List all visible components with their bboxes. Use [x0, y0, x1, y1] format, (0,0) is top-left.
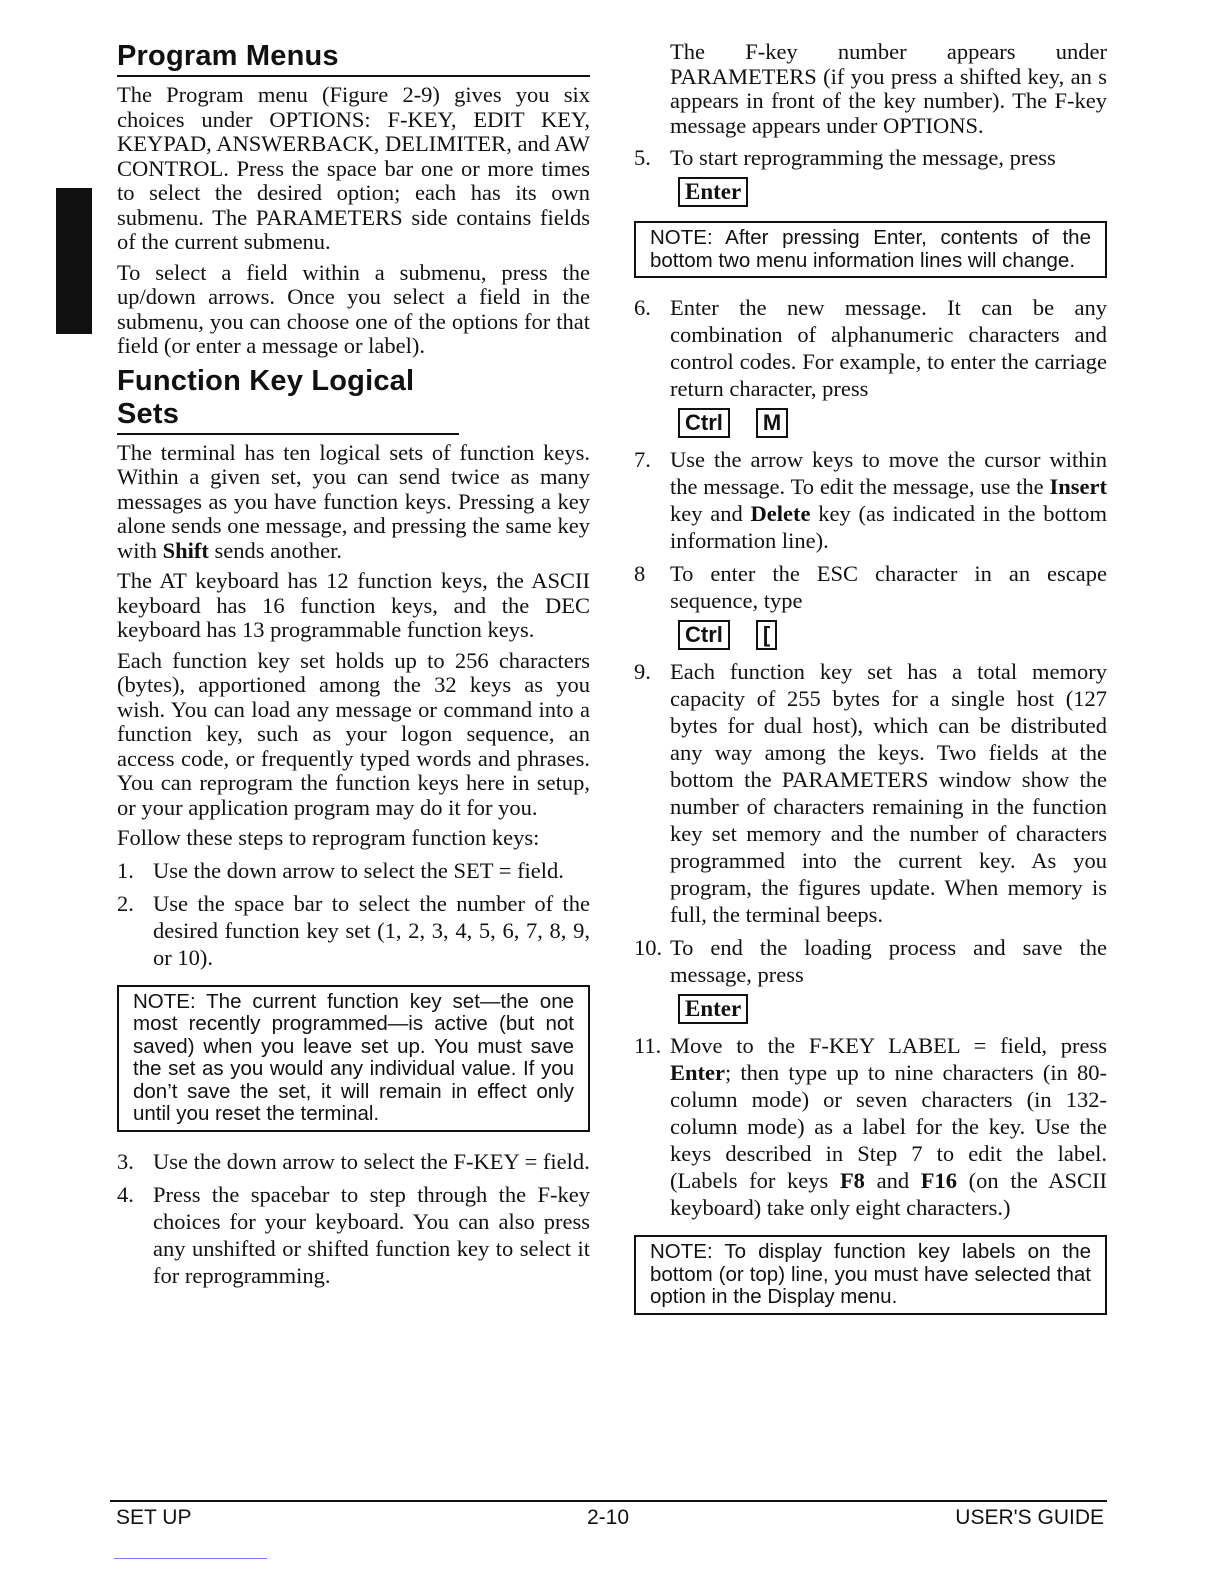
- keys-step-6: [678, 408, 1107, 438]
- ctrl-key-icon: Ctrl: [678, 620, 730, 650]
- bold-enter: Enter: [670, 1060, 725, 1085]
- enter-key-icon: Enter: [678, 994, 748, 1024]
- bold-insert: Insert: [1049, 474, 1107, 499]
- step-number: 1.: [117, 857, 134, 883]
- text-segment: Move to the F-KEY LABEL = field, press: [670, 1033, 1107, 1058]
- right-column: [634, 40, 1107, 1331]
- step-text: To end the loading process and save the message, press: [670, 935, 1107, 987]
- text-segment: The terminal has ten logical sets of function keys. Within a given set, you can send twice as many messages as you have function keys. Pressing a key alone sends one message, and pressing the same key with: [117, 439, 590, 563]
- step-10: [634, 934, 1107, 988]
- scan-artifact-line: [114, 1558, 267, 1559]
- step-5: [634, 144, 1107, 171]
- step-number: 2.: [117, 890, 134, 916]
- paragraph-logical-sets: [117, 441, 590, 564]
- left-column: [117, 40, 590, 1295]
- ctrl-key-icon: Ctrl: [678, 408, 730, 438]
- keys-step-10: [678, 994, 1107, 1024]
- m-key-icon: M: [756, 408, 788, 438]
- step-text: [670, 1032, 1107, 1221]
- step-number: 3.: [117, 1148, 134, 1174]
- step-number: 7.: [634, 447, 651, 472]
- step-1: [117, 857, 590, 884]
- enter-key-icon: Enter: [678, 177, 748, 207]
- section-tab-marker: [56, 188, 92, 334]
- paragraph-key-capacity: Each function key set holds up to 256 characters (bytes), apportioned among the 32 keys as you wish. You can load any message or command into a function key, such as your logon sequence, an access code, or frequently typed words and phrases. You can reprogram the function keys here in setup, or your application program may do it for you.: [117, 647, 590, 820]
- step-text: Each function key set has a total memory capacity of 255 bytes for a single host (127 bytes for dual host), which can be distributed any way among the keys. Two fields at the bottom the PARAMETERS window show the number of characters remaining in the function key set memory and the number of characters programmed into the current key. As you program, the figures update. When memory is full, the terminal beeps.: [670, 659, 1107, 927]
- step-text: Enter the new message. It can be any combination of alphanumeric characters and control codes. For example, to enter the carriage return character, press: [670, 295, 1107, 401]
- note-box-display-labels: NOTE: To display function key labels on the bottom (or top) line, you must have selected that option in the Display menu.: [634, 1235, 1107, 1315]
- text-segment: key (as indicated in the bottom information line).: [670, 501, 1107, 553]
- step-text: [670, 446, 1107, 554]
- step-number: 9.: [634, 659, 651, 684]
- paragraph-select-field: To select a field within a submenu, press the up/down arrows. Once you select a field in the submenu, you can choose one of the options for that field (or enter a message or label).: [117, 259, 590, 358]
- bold-shift: Shift: [162, 537, 209, 563]
- note-box-active-set: NOTE: The current function key set—the one most recently programmed—is active (but not saved) when you leave set up. You must save the set as you would any individual value. If you don’t save the set, it will remain in effect only until you reset the terminal.: [117, 985, 590, 1132]
- text-segment: key and: [670, 501, 751, 526]
- bold-f8: F8: [839, 1168, 865, 1193]
- note-box-after-enter: NOTE: After pressing Enter, contents of the bottom two menu information lines will change.: [634, 221, 1107, 278]
- step-2: [117, 890, 590, 971]
- step-number: 11.: [634, 1033, 662, 1058]
- step-9: [634, 658, 1107, 928]
- text-segment: sends another.: [208, 537, 343, 563]
- step-6: [634, 294, 1107, 402]
- step-4: [117, 1181, 590, 1289]
- text-segment: and: [864, 1168, 921, 1193]
- text-segment: Use the arrow keys to move the cursor within the message. To edit the message, use the: [670, 447, 1107, 499]
- page-footer: [110, 1500, 1107, 1529]
- step-text: To enter the ESC character in an escape sequence, type: [670, 561, 1107, 613]
- left-bracket-key-icon: [: [756, 620, 777, 650]
- step-7: [634, 446, 1107, 554]
- step-number: 5.: [634, 145, 651, 170]
- paragraph-keyboard-counts: The AT keyboard has 12 function keys, the ASCII keyboard has 16 function keys, and the DEC keyboard has 13 programmable function keys.: [117, 568, 590, 642]
- step-text: Press the spacebar to step through the F-key choices for your keyboard. You can also press any unshifted or shifted function key to select it for reprogramming.: [153, 1181, 590, 1288]
- bold-f16: F16: [920, 1168, 957, 1193]
- heading-function-key-sets: Function Key Logical Sets: [117, 365, 459, 435]
- paragraph-fkey-number: The F-key number appears under PARAMETERS (if you press a shifted key, an s appears in front of the key number). The F-key message appears under OPTIONS.: [670, 39, 1107, 138]
- step-text: Use the down arrow to select the SET = field.: [153, 857, 564, 883]
- heading-program-menus: Program Menus: [117, 40, 590, 77]
- footer-page-number: 2-10: [587, 1506, 630, 1529]
- keys-step-8: [678, 620, 1107, 650]
- footer-guide-title: USER'S GUIDE: [955, 1506, 1104, 1529]
- step-number: 8: [634, 561, 646, 586]
- paragraph-program-menu-intro: The Program menu (Figure 2-9) gives you six choices under OPTIONS: F-KEY, EDIT KEY, KEYPAD, ANSWERBACK, DELIMITER, and AW CONTROL. Press the space bar one or more times to select the desired option; each has its own submenu. The PARAMETERS side contains fields of the current submenu.: [117, 82, 590, 254]
- step-8: [634, 560, 1107, 614]
- step-number: 4.: [117, 1181, 134, 1207]
- step-number: 10.: [634, 935, 663, 960]
- bold-delete: Delete: [750, 501, 811, 526]
- text-segment: ; then type up to nine characters (in 80-column mode) or seven characters (in 132-column mode) as a label for the key. Use the keys described in Step 7 to edit the label. (Labels for keys: [670, 1060, 1107, 1193]
- paragraph-follow-steps: Follow these steps to reprogram function keys:: [117, 825, 540, 850]
- keys-step-5: [678, 177, 1107, 207]
- step-text: Use the down arrow to select the F-KEY = field.: [153, 1148, 590, 1174]
- step-3: [117, 1148, 590, 1175]
- step-text: Use the space bar to select the number of the desired function key set (1, 2, 3, 4, 5, 6, 7, 8, 9, or 10).: [153, 890, 590, 970]
- step-text: To start reprogramming the message, press: [670, 145, 1056, 170]
- step-11: [634, 1032, 1107, 1221]
- text-segment: (on the ASCII keyboard) take only eight characters.): [670, 1168, 1107, 1220]
- footer-section-name: SET UP: [116, 1506, 192, 1529]
- step-number: 6.: [634, 295, 651, 320]
